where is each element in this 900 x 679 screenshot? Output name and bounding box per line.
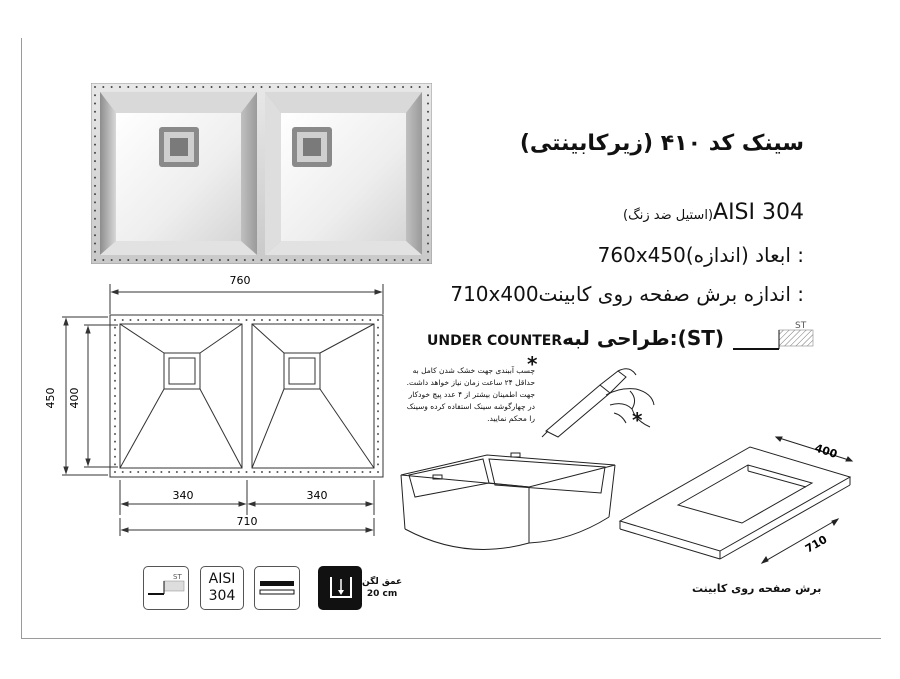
edge-code: (ST) <box>677 326 724 350</box>
note-line: در چهارگوشه سینک استفاده کرده وسینک <box>406 402 535 411</box>
material-line <box>601 200 804 225</box>
note-line: چسب آببندی جهت خشک شدن کامل به <box>412 366 535 375</box>
dim-cutout-width: 710 <box>236 515 258 528</box>
dim-bowl-right: 340 <box>306 489 328 502</box>
badge-aisi <box>200 566 244 610</box>
edge-st-icon <box>733 318 815 354</box>
dim-bowl-left: 340 <box>172 489 194 502</box>
aisi-line-1: AISI <box>208 571 236 587</box>
cutout-value: 710x400 <box>450 282 539 306</box>
edge-design-line <box>417 326 724 350</box>
badge-st-edge <box>143 566 189 610</box>
product-title: سینک کد ۴۱۰ (زیرکابینتی) <box>519 131 804 156</box>
hand-star: * <box>632 408 643 432</box>
cutout-line <box>450 282 804 306</box>
cutout-label: : اندازه برش صفحه روی کابینت <box>538 282 804 306</box>
dim-overall-height: 450 <box>44 387 57 409</box>
cutout-caption: برش صفحه روی کابینت <box>692 582 822 595</box>
sink-photo <box>91 83 432 264</box>
aisi-line-2: 304 <box>208 588 236 604</box>
note-line: را محکم نمایید. <box>487 414 535 423</box>
dimensions-line <box>598 243 804 267</box>
frame-bottom-line <box>21 638 881 639</box>
technical-drawing <box>40 270 400 550</box>
cutout-width-dim: 710 <box>803 532 830 556</box>
countertop-cutout-illustration <box>612 425 880 590</box>
note-line: جهت اطمینان بیشتر از ۴ عدد پیچ خودکار <box>408 390 535 399</box>
badge-depth <box>318 566 362 610</box>
dim-overall-width: 760 <box>229 274 251 287</box>
st-edge-icon <box>144 567 188 609</box>
dim-inner-height: 400 <box>68 387 81 409</box>
material-code: AISI 304 <box>713 200 804 225</box>
edge-label-en: UNDER COUNTER <box>427 333 563 349</box>
note-line: حداقل ۲۴ ساعت زمان نیاز خواهد داشت. <box>406 378 535 387</box>
badge-thickness <box>254 566 300 610</box>
bowl-depth-icon <box>319 567 363 609</box>
depth-label <box>362 576 402 600</box>
material-fa-label: (استیل ضد زنگ) <box>623 208 714 223</box>
edge-icon-tag: ST <box>795 321 807 331</box>
depth-value: 20 cm <box>366 589 398 599</box>
cutout-depth-dim: 400 <box>813 441 839 461</box>
undercounter-sink-illustration <box>395 445 625 565</box>
thickness-icon <box>255 567 299 609</box>
note-star: * <box>527 352 538 376</box>
frame-left-line <box>21 38 22 638</box>
depth-label-fa: عمق لگن <box>362 577 403 587</box>
edge-label-fa: :طراحی لبه <box>562 326 678 350</box>
dimensions-value: 760x450 <box>597 243 686 267</box>
st-badge-tag: ST <box>173 573 182 581</box>
installation-note <box>385 365 535 425</box>
dimensions-label: : ابعاد (اندازه) <box>685 243 804 267</box>
